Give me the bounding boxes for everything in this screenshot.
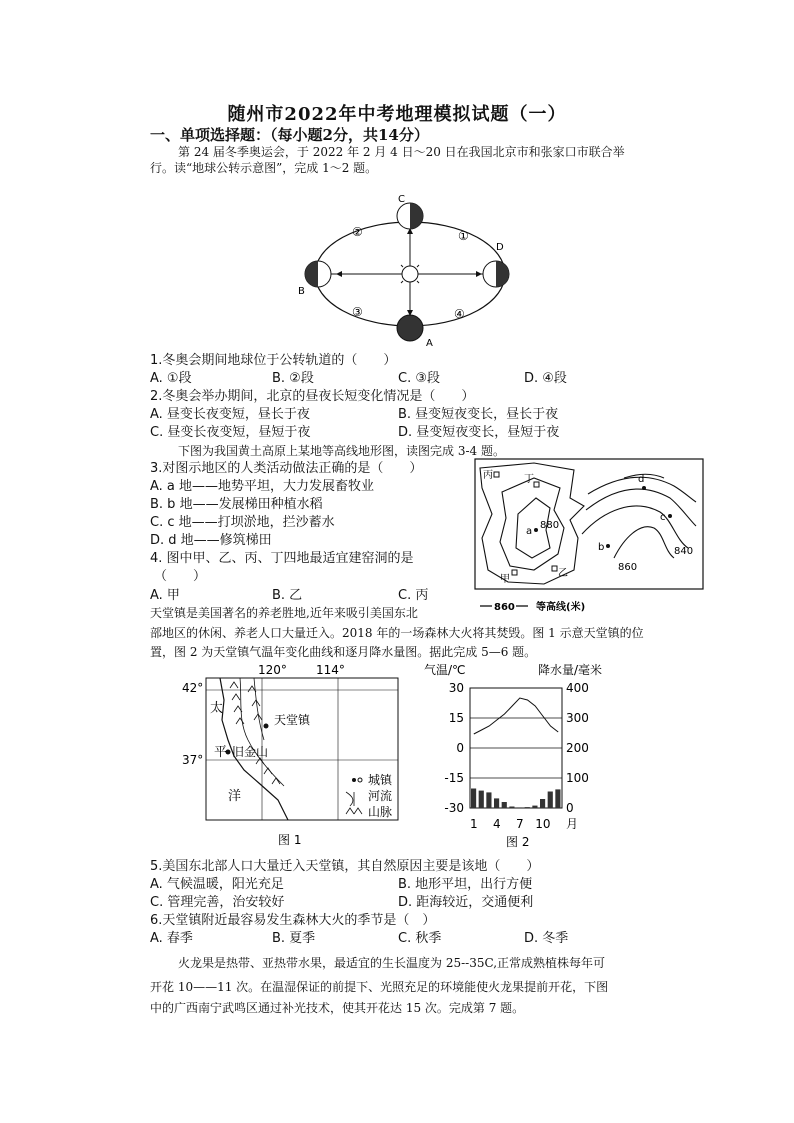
q1-option[interactable]: B. ②段 <box>272 371 314 386</box>
label-d: d <box>638 474 645 485</box>
ocean-label: 太 <box>210 701 224 716</box>
earth-b-icon <box>305 261 331 287</box>
q3-stem: 3.对图示地区的人类活动做法正确的是（ ） <box>150 461 423 476</box>
x-tick: 10 <box>535 817 551 831</box>
seg-4: ④ <box>454 307 465 321</box>
lat-label: 42° <box>182 681 204 695</box>
q1-option[interactable]: D. ④段 <box>524 371 567 386</box>
legend-river: 河流 <box>368 789 393 803</box>
earth-a-icon <box>397 315 423 341</box>
ytitle-left: 气温/℃ <box>424 663 466 677</box>
ytitle-right: 降水量/毫米 <box>538 663 603 677</box>
ocean-label: 洋 <box>228 789 242 804</box>
city-label: 旧金山 <box>232 745 269 759</box>
seg-2: ② <box>352 225 363 239</box>
intro-line: 中的广西南宁武鸣区通过补光技术，使其开花达 15 次。完成第 7 题。 <box>150 1001 525 1015</box>
page-title: 随州市2022年中考地理模拟试题（一） <box>227 104 567 125</box>
precip-bar <box>494 798 499 808</box>
q2-stem: 2.冬奥会举办期间，北京的昼夜长短变化情况是（ ） <box>150 389 475 404</box>
q3-option[interactable]: C. c 地——打坝淤地，拦沙蓄水 <box>150 515 335 530</box>
label-d: D <box>496 242 504 253</box>
y-tick-right: 300 <box>566 711 589 725</box>
q6-option[interactable]: C. 秋季 <box>398 931 442 946</box>
q1-option[interactable]: C. ③段 <box>398 371 440 386</box>
precip-bar <box>471 789 476 809</box>
x-tick: 4 <box>493 817 501 831</box>
q5-option[interactable]: D. 距海较近，交通便利 <box>398 895 534 910</box>
intro-line: 天堂镇是美国著名的养老胜地,近年来吸引美国东北 <box>150 606 418 620</box>
q6-option[interactable]: D. 冬季 <box>524 931 569 946</box>
precip-bar <box>540 799 545 808</box>
ocean-label: 平 <box>214 745 228 760</box>
q6-stem: 6.天堂镇附近最容易发生森林大火的季节是（ ） <box>150 913 436 928</box>
label-jia: 甲 <box>500 574 510 585</box>
y-tick-right: 400 <box>566 681 589 695</box>
y-tick-left: 30 <box>448 681 464 695</box>
q2-option[interactable]: A. 昼变长夜变短，昼长于夜 <box>150 407 310 422</box>
precip-bar <box>548 792 553 809</box>
legend-text: 等高线(米) <box>536 602 586 613</box>
contour-value: 880 <box>540 520 560 531</box>
x-unit: 月 <box>566 817 579 831</box>
contour-value: 860 <box>618 562 638 573</box>
y-tick-left: -30 <box>444 801 464 815</box>
q3-option[interactable]: B. b 地——发展梯田种植水稻 <box>150 497 323 512</box>
label-ding: 丁 <box>524 474 534 485</box>
earth-d-icon <box>483 261 509 287</box>
legend-value: 860 <box>494 602 515 613</box>
climate-chart <box>420 660 620 848</box>
q4-paren: （ ） <box>154 569 207 584</box>
q6-option[interactable]: B. 夏季 <box>272 931 316 946</box>
q3-option[interactable]: A. a 地——地势平坦，大力发展畜牧业 <box>150 479 375 494</box>
y-tick-left: -15 <box>444 771 464 785</box>
q6-option[interactable]: A. 春季 <box>150 931 193 946</box>
precip-bar <box>486 792 491 808</box>
label-b: b <box>598 542 605 553</box>
x-tick: 1 <box>470 817 478 831</box>
lon-label: 120° <box>258 663 287 677</box>
q4-option[interactable]: C. 丙 <box>398 588 429 603</box>
lon-label: 114° <box>316 663 345 677</box>
q5-stem: 5.美国东北部人口大量迁入天堂镇，其自然原因主要是该地（ ） <box>150 859 540 874</box>
section-heading: 一、单项选择题：（每小题2分，共14分） <box>150 126 429 144</box>
precip-bar <box>532 806 537 808</box>
intro-line: 置，图 2 为天堂镇气温年变化曲线和逐月降水量图。据此完成 5—6 题。 <box>150 645 537 659</box>
label-a: a <box>526 526 533 537</box>
seg-3: ③ <box>352 305 363 319</box>
town-dot <box>264 724 269 729</box>
label-c: C <box>398 194 405 205</box>
legend-mountain: 山脉 <box>368 805 393 819</box>
earth-c-icon <box>397 203 423 229</box>
q2-option[interactable]: C. 昼变长夜变短，昼短于夜 <box>150 425 311 440</box>
q2-option[interactable]: D. 昼变短夜变长，昼短于夜 <box>398 425 560 440</box>
intro-line: 火龙果是热带、亚热带水果，最适宜的生长温度为 25--35C,正常成熟植株每年可 <box>178 956 606 970</box>
label-c: c <box>660 512 666 523</box>
q4-option[interactable]: B. 乙 <box>272 588 303 603</box>
x-tick: 7 <box>516 817 524 831</box>
label-b: B <box>298 286 305 297</box>
lat-label: 37° <box>182 753 204 767</box>
precip-bar <box>509 807 514 809</box>
y-tick-left: 15 <box>448 711 464 725</box>
q1-option[interactable]: A. ①段 <box>150 371 192 386</box>
contour-map <box>474 458 704 618</box>
intro-line: 行。读“地球公转示意图”，完成 1～2 题。 <box>150 161 378 175</box>
precip-bar <box>517 807 522 808</box>
q4-stem: 4. 图中甲、乙、丙、丁四地最适宜建窑洞的是 <box>150 551 414 566</box>
orbit-diagram <box>290 188 530 348</box>
y-tick-right: 100 <box>566 771 589 785</box>
q4-option[interactable]: A. 甲 <box>150 588 180 603</box>
intro-line: 下图为我国黄土高原上某地等高线地形图，读图完成 3-4 题。 <box>178 444 505 458</box>
precip-bar <box>479 791 484 808</box>
seg-1: ① <box>458 229 469 243</box>
q5-option[interactable]: A. 气候温暖，阳光充足 <box>150 877 284 892</box>
q5-option[interactable]: C. 管理完善，治安较好 <box>150 895 285 910</box>
town-label: 天堂镇 <box>274 713 311 727</box>
fig1-caption: 图 1 <box>278 833 302 847</box>
q2-option[interactable]: B. 昼变短夜变长，昼长于夜 <box>398 407 559 422</box>
contour-value: 840 <box>674 546 694 557</box>
label-yi: 乙 <box>558 568 568 579</box>
precip-bar <box>525 807 530 808</box>
label-bing: 丙 <box>483 470 493 481</box>
y-tick-right: 0 <box>566 801 574 815</box>
label-a: A <box>426 338 433 348</box>
location-map <box>178 660 410 848</box>
q1-stem: 1.冬奥会期间地球位于公转轨道的（ ） <box>150 353 397 368</box>
legend-town: 城镇 <box>368 773 393 787</box>
intro-line: 开花 10——11 次。在温湿保证的前提下、光照充足的环境能使火龙果提前开花，下图 <box>150 980 609 994</box>
y-tick-right: 200 <box>566 741 589 755</box>
fig2-caption: 图 2 <box>506 835 530 848</box>
q5-option[interactable]: B. 地形平坦，出行方便 <box>398 877 533 892</box>
q3-option[interactable]: D. d 地——修筑梯田 <box>150 533 272 548</box>
intro-line: 部地区的休闲、养老人口大量迁入。2018 年的一场森林大火将其焚毁。图 1 示意天堂镇的位 <box>150 626 644 640</box>
precip-bar <box>502 802 507 808</box>
precip-bar <box>555 789 560 808</box>
y-tick-left: 0 <box>456 741 464 755</box>
intro-line: 第 24 届冬季奥运会，于 2022 年 2 月 4 日～20 日在我国北京市和张家口市联合举 <box>178 145 625 159</box>
